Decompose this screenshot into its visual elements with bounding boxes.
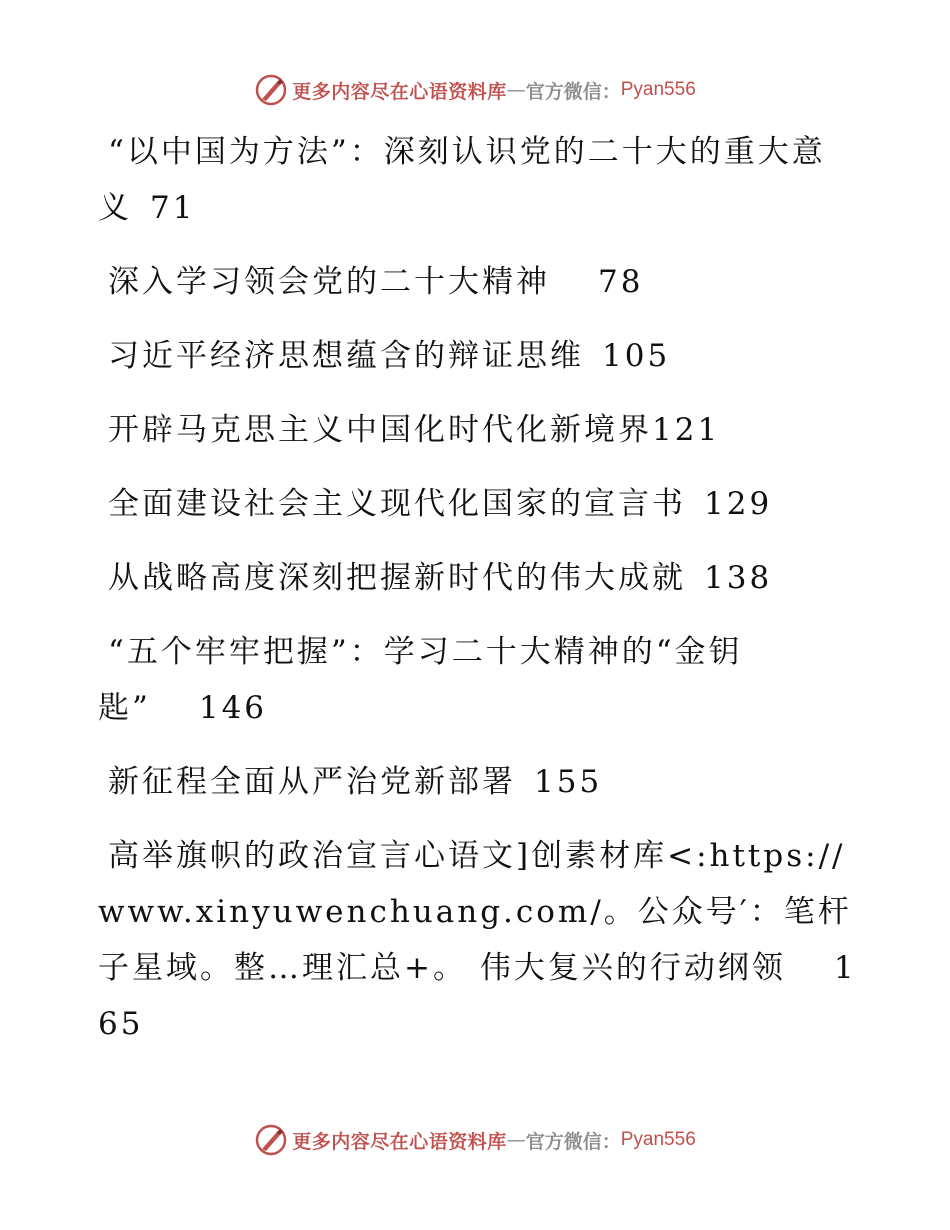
toc-entry-title: 习近平经济思想蕴含的辩证思维 xyxy=(108,338,584,374)
banner-separator: — xyxy=(506,79,526,101)
toc-entry[interactable] xyxy=(98,754,858,810)
pen-logo-icon xyxy=(254,73,288,107)
toc-entry[interactable] xyxy=(98,476,858,532)
toc-entry-page: 105 xyxy=(602,338,671,374)
table-of-contents xyxy=(98,124,858,1070)
toc-entry-title: 高举旗帜的政治宣言心语文]创素材库<:https://www.xinyuwenchuang.com/。公众号′：笔杆子星域。整…理汇总+。 伟大复兴的行动纲领 xyxy=(98,838,852,986)
toc-entry-title: “以中国为方法”：深刻认识党的二十大的重大意义 xyxy=(98,134,826,226)
footer-banner xyxy=(0,1120,950,1160)
banner-wechat-id: Pyan556 xyxy=(620,1129,696,1150)
toc-entry-title: 从战略高度深刻把握新时代的伟大成就 xyxy=(108,560,686,596)
toc-entry-page: 165 xyxy=(98,950,857,1042)
toc-entry-title: 深入学习领会党的二十大精神 xyxy=(108,264,550,300)
toc-entry-page: 129 xyxy=(704,486,773,522)
toc-entry-page: 146 xyxy=(198,690,268,726)
toc-entry[interactable] xyxy=(98,828,858,1052)
toc-entry-page: 138 xyxy=(704,560,773,596)
toc-entry-title: 开辟马克思主义中国化时代化新境界 xyxy=(108,412,652,448)
toc-entry-page: 155 xyxy=(534,764,603,800)
toc-entry[interactable] xyxy=(98,402,858,458)
toc-entry-title: “五个牢牢把握”：学习二十大精神的“金钥匙” xyxy=(98,634,743,726)
toc-entry[interactable] xyxy=(98,124,858,236)
toc-entry[interactable] xyxy=(98,254,858,310)
toc-entry-page: 71 xyxy=(150,190,196,226)
banner-separator: — xyxy=(506,1129,526,1151)
toc-entry[interactable] xyxy=(98,550,858,606)
toc-entry-title: 新征程全面从严治党新部署 xyxy=(108,764,516,800)
banner-wechat-id: Pyan556 xyxy=(620,79,696,100)
pen-logo-icon xyxy=(254,1123,288,1157)
toc-entry[interactable] xyxy=(98,328,858,384)
banner-wechat-label: 官方微信： xyxy=(525,1130,621,1153)
banner-text: 更多内容尽在心语资料库 xyxy=(292,1130,507,1153)
banner-text: 更多内容尽在心语资料库 xyxy=(292,80,507,103)
header-banner xyxy=(0,70,950,110)
toc-entry-page: 78 xyxy=(598,264,644,300)
toc-entry-title: 全面建设社会主义现代化国家的宣言书 xyxy=(108,486,686,522)
banner-wechat-label: 官方微信： xyxy=(525,80,621,103)
toc-entry[interactable] xyxy=(98,624,858,736)
toc-entry-page: 121 xyxy=(652,412,721,448)
